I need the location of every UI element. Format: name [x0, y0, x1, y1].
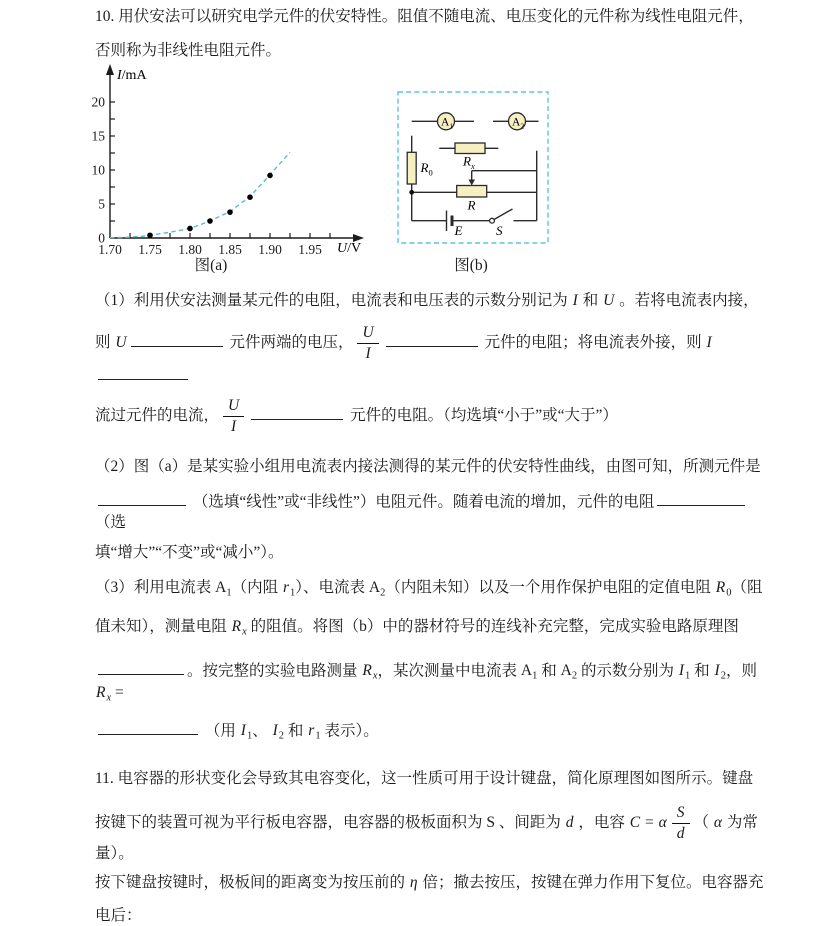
text-line	[95, 804, 768, 864]
text-line	[95, 905, 768, 926]
svg-text:0: 0	[98, 230, 105, 246]
text-run: ，电容	[574, 814, 629, 832]
text-line	[95, 718, 768, 742]
math-sub-var: $r_1$	[308, 722, 321, 742]
text-run: 否则称为非线性电阻元件。	[95, 42, 282, 59]
text-line	[95, 768, 768, 789]
text-run: 。按完整的实验电路测量	[187, 662, 362, 680]
battery-e-label: E	[454, 223, 463, 238]
text-run: 元件的电阻。（均选填“小于”或“大于”）	[346, 406, 618, 424]
math-sub-var: $R_x$	[362, 662, 378, 682]
text-run: 填“增大”“不变”或“减小”）。	[95, 543, 284, 561]
math-sub-var: $A_2$	[560, 662, 578, 682]
text-run: ，则	[725, 662, 757, 680]
rheostat-r-label: R	[467, 197, 476, 213]
text-run: 。若将电流表内接，	[615, 292, 759, 309]
ammeter-a1-label: $A_1$	[441, 116, 454, 131]
answer-blank	[657, 489, 745, 506]
rheostat-r-icon	[457, 186, 487, 198]
iv-characteristic-chart	[85, 61, 390, 257]
text-line	[95, 397, 768, 436]
text-run: （内阻	[231, 578, 282, 596]
math-sub-var: $R_x$	[96, 684, 112, 704]
svg-text:20: 20	[91, 94, 105, 110]
question-body	[0, 290, 828, 926]
text-run: （选填“线性”或“非线性”）电阻元件。随着电流的增加，元件的电阻	[189, 492, 655, 510]
math-sub-var: $A_1$	[520, 662, 538, 682]
fraction: $\frac{S}{d}$	[672, 804, 690, 843]
text-run: =	[111, 684, 124, 702]
math-var: α	[713, 814, 723, 832]
figure-b-caption: 图(b)	[454, 257, 488, 274]
text-run: 值未知），测量电阻	[95, 617, 231, 635]
math-var: α	[658, 814, 667, 832]
math-sub-var: $R_0$	[715, 578, 732, 599]
fraction: $\frac{U}{I}$	[357, 324, 378, 363]
text-run: 的阻值。将图（b）中的器材符号的连线补充完整，完成实验电路原理图	[246, 617, 739, 635]
text-run: （用	[201, 722, 240, 740]
axes	[110, 71, 357, 238]
answer-blank	[98, 718, 198, 735]
svg-text:15: 15	[91, 128, 105, 144]
svg-text:1.90: 1.90	[258, 242, 282, 257]
junction-dot	[409, 190, 414, 195]
math-var: η	[409, 873, 418, 891]
y-tick-labels	[92, 95, 106, 246]
text-line	[95, 290, 768, 311]
text-run: 按键下的装置可视为平行板电容器，电容器的极板面积为 S 、间距为	[95, 814, 565, 832]
text-line	[95, 40, 768, 61]
text-run: 元件两端的电压，	[225, 333, 354, 351]
math-sub-var: $I_1$	[240, 722, 253, 742]
fit-curve	[110, 152, 290, 237]
fraction: $\frac{U}{I}$	[223, 397, 244, 436]
text-run: =	[641, 814, 658, 832]
resistor-r0-icon	[407, 152, 416, 184]
resistor-rx-icon	[455, 143, 485, 154]
text-run: 电后：	[95, 906, 142, 924]
text-run: （内阻未知）以及一个用作保护电阻的定值电阻	[385, 578, 715, 596]
svg-text:1.95: 1.95	[298, 242, 322, 257]
text-run: 、	[252, 722, 272, 740]
answer-blank	[98, 658, 184, 675]
text-run: 元件的电阻；将电流表外接，则	[480, 333, 706, 351]
figure-a-caption: 图(a)	[194, 257, 228, 274]
math-var: d	[565, 814, 574, 832]
figures-row	[0, 61, 828, 282]
answer-blank	[98, 489, 186, 506]
text-run: ，某次测量中电流表	[377, 662, 521, 680]
question-10-intro	[0, 6, 828, 61]
answer-blank	[386, 330, 478, 347]
math-var: U	[115, 333, 127, 351]
y-axis-label: I/mA	[117, 68, 147, 83]
resistor-r0-label: $R_0$	[420, 160, 433, 178]
text-run: （	[693, 814, 713, 832]
text-run: 表示）。	[320, 722, 379, 740]
text-run: （2）图（a）是某实验小组用电流表内接法测得的某元件的伏安特性曲线，由图可知，所测元件是	[95, 457, 761, 475]
text-run: （1）利用伏安法测量某元件的电阻，电流表和电压表的示数分别记为	[95, 292, 572, 309]
text-line	[95, 658, 768, 704]
text-line	[95, 616, 768, 638]
text-run: 倍；撤去按压，按键在弹力作用下复位。电容器充	[418, 873, 764, 891]
text-run: ）、电流表	[295, 578, 369, 596]
text-run: 为常量）。	[95, 814, 758, 862]
svg-text:1.70: 1.70	[98, 242, 122, 257]
svg-text:1.75: 1.75	[138, 242, 162, 257]
circuit-diagram	[390, 89, 560, 255]
text-run: 和	[690, 662, 714, 680]
resistor-rx-label: $R_x$	[463, 153, 475, 171]
text-run: 则	[95, 333, 115, 351]
svg-text:5: 5	[98, 196, 105, 212]
ammeter-a2-label: $A_2$	[512, 116, 525, 131]
text-run: 10. 用伏安法可以研究电学元件的伏安特性。阻值不随电流、电压变化的元件称为线性电阻元件，	[95, 8, 754, 25]
math-sub-var: $A_2$	[368, 578, 386, 599]
svg-text:1.80: 1.80	[178, 242, 202, 257]
math-var: C	[629, 814, 641, 832]
y-axis-arrow	[106, 64, 114, 75]
text-line	[95, 324, 768, 386]
y-ticks	[110, 102, 115, 221]
svg-text:10: 10	[91, 162, 105, 178]
math-sub-var: $A_1$	[215, 578, 232, 599]
text-run: （阻	[731, 578, 763, 596]
text-run: （选	[95, 513, 127, 531]
text-run: 按下键盘按键时，极板间的距离变为按压前的	[95, 873, 409, 891]
math-var: I	[572, 292, 578, 309]
switch-s-label: S	[496, 223, 503, 238]
math-sub-var: $I_2$	[272, 722, 284, 742]
text-line	[95, 6, 768, 27]
text-line	[95, 456, 768, 477]
answer-blank	[251, 403, 343, 420]
text-run: （3）利用电流表	[95, 578, 216, 596]
math-var: U	[603, 292, 615, 309]
text-run: 和	[537, 662, 561, 680]
math-sub-var: $I_1$	[678, 662, 691, 682]
x-axis-label: U/V	[337, 241, 362, 256]
text-run: 流过元件的电流，	[95, 406, 220, 424]
text-run: 和	[284, 722, 308, 740]
text-run: 和	[578, 292, 603, 309]
text-run: 11. 电容器的形状变化会导致其电容变化，这一性质可用于设计键盘，简化原理图如图所示。键盘	[95, 770, 754, 788]
text-line	[95, 542, 768, 563]
text-line	[95, 577, 768, 599]
data-points	[147, 173, 273, 238]
math-sub-var: $I_2$	[714, 662, 726, 682]
math-var: I	[706, 333, 712, 351]
answer-blank	[98, 363, 188, 380]
math-sub-var: $R_x$	[231, 617, 247, 638]
math-sub-var: $r_1$	[282, 578, 296, 599]
text-run: 的示数分别为	[577, 662, 678, 680]
text-line	[95, 872, 768, 893]
answer-blank	[131, 330, 223, 347]
text-line	[95, 489, 768, 533]
svg-text:1.85: 1.85	[218, 242, 242, 257]
